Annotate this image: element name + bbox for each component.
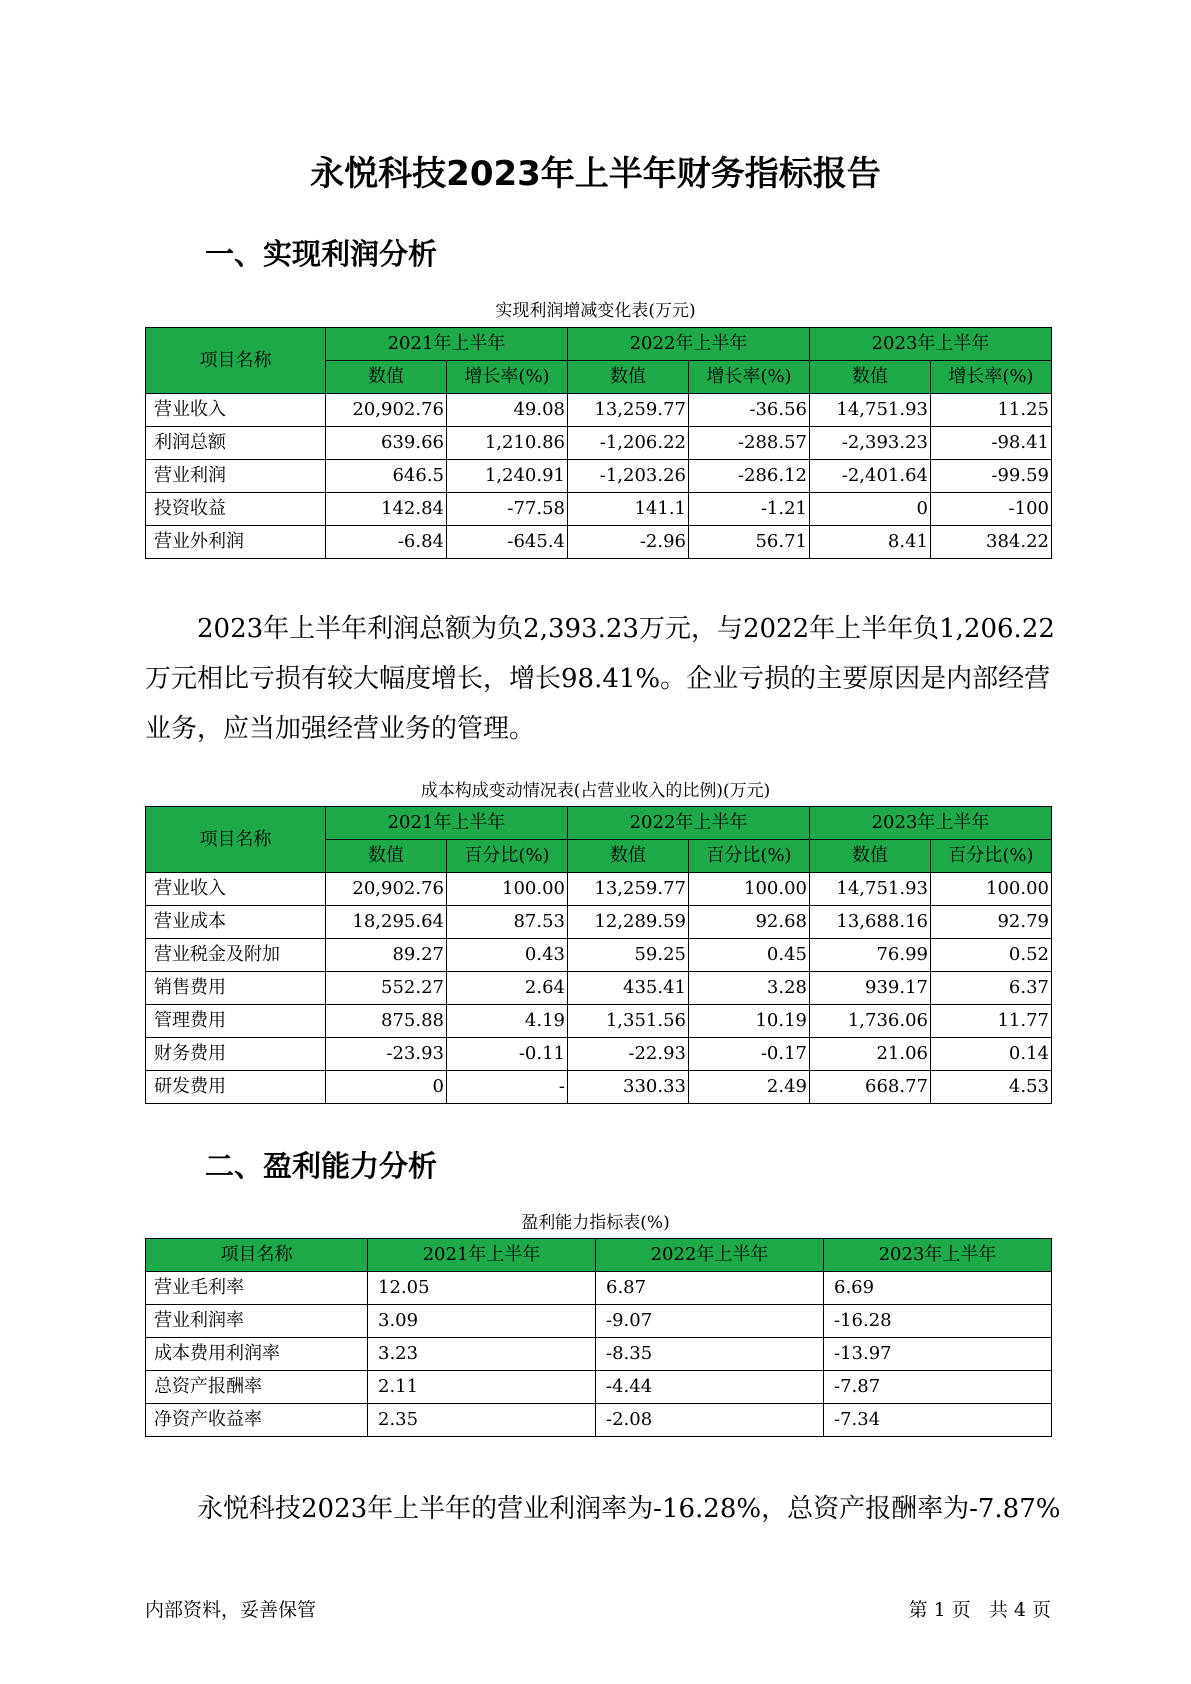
header-cell-item-name: 项目名称 <box>146 1239 368 1272</box>
header-cell-period: 2021年上半年 <box>368 1239 596 1272</box>
row-label: 利润总额 <box>146 427 326 460</box>
header-cell-metric: 增长率(%) <box>689 361 810 394</box>
data-cell: 6.69 <box>824 1272 1052 1305</box>
table-row <box>146 873 1052 906</box>
data-cell: 1,210.86 <box>447 427 568 460</box>
data-cell: 11.77 <box>931 1005 1052 1038</box>
data-cell: -1,206.22 <box>568 427 689 460</box>
data-cell: 1,240.91 <box>447 460 568 493</box>
data-cell: 435.41 <box>568 972 689 1005</box>
header-cell-metric: 数值 <box>810 361 931 394</box>
table-row <box>146 1005 1052 1038</box>
data-cell: -6.84 <box>326 526 447 559</box>
paragraph-profit-summary: 2023年上半年利润总额为负2,393.23万元，与2022年上半年负1,206.22万元相比亏损有较大幅度增长，增长98.41%。企业亏损的主要原因是内部经营业务，应当加强经营业务的管理。 <box>145 614 1055 744</box>
data-cell: 12,289.59 <box>568 906 689 939</box>
data-cell: 13,688.16 <box>810 906 931 939</box>
data-cell: 2.64 <box>447 972 568 1005</box>
table-row <box>146 394 1052 427</box>
data-cell: 3.09 <box>368 1305 596 1338</box>
data-cell: 0 <box>810 493 931 526</box>
table-row <box>146 493 1052 526</box>
data-cell: 384.22 <box>931 526 1052 559</box>
header-cell-period: 2023年上半年 <box>824 1239 1052 1272</box>
data-cell: -16.28 <box>824 1305 1052 1338</box>
table-row <box>146 1038 1052 1071</box>
data-cell: 552.27 <box>326 972 447 1005</box>
data-cell: -13.97 <box>824 1338 1052 1371</box>
footer-page-number: 第 1 页 共 4 页 <box>908 1599 1051 1621</box>
header-cell-period: 2023年上半年 <box>810 328 1052 361</box>
data-cell: 10.19 <box>689 1005 810 1038</box>
table-row <box>146 1371 1052 1404</box>
header-cell-item-name: 项目名称 <box>146 328 326 394</box>
header-cell-metric: 百分比(%) <box>447 840 568 873</box>
data-cell: 21.06 <box>810 1038 931 1071</box>
table-row <box>146 939 1052 972</box>
report-title: 永悦科技2023年上半年财务指标报告 <box>310 154 881 194</box>
data-cell: 875.88 <box>326 1005 447 1038</box>
data-cell: -2.96 <box>568 526 689 559</box>
data-cell: 56.71 <box>689 526 810 559</box>
data-cell: 76.99 <box>810 939 931 972</box>
data-cell: 3.28 <box>689 972 810 1005</box>
data-cell: 0.14 <box>931 1038 1052 1071</box>
table2-caption: 成本构成变动情况表(占营业收入的比例)(万元) <box>420 781 771 801</box>
table-row <box>146 427 1052 460</box>
data-cell: 18,295.64 <box>326 906 447 939</box>
row-label: 管理费用 <box>146 1005 326 1038</box>
data-cell: -77.58 <box>447 493 568 526</box>
table-row <box>146 1272 1052 1305</box>
header-cell-period: 2022年上半年 <box>596 1239 824 1272</box>
header-cell-metric: 数值 <box>568 840 689 873</box>
data-cell: 100.00 <box>689 873 810 906</box>
data-cell: -2.08 <box>596 1404 824 1437</box>
data-cell: 639.66 <box>326 427 447 460</box>
data-cell: 89.27 <box>326 939 447 972</box>
table-row <box>146 972 1052 1005</box>
row-label: 研发费用 <box>146 1071 326 1104</box>
header-cell-period: 2023年上半年 <box>810 807 1052 840</box>
data-cell: 13,259.77 <box>568 394 689 427</box>
data-cell: -1.21 <box>689 493 810 526</box>
header-cell-metric: 数值 <box>810 840 931 873</box>
data-cell: -1,203.26 <box>568 460 689 493</box>
row-label: 销售费用 <box>146 972 326 1005</box>
table-row <box>146 460 1052 493</box>
header-cell-period: 2021年上半年 <box>326 328 568 361</box>
data-cell: 11.25 <box>931 394 1052 427</box>
data-cell: 92.79 <box>931 906 1052 939</box>
table3-caption: 盈利能力指标表(%) <box>521 1213 670 1233</box>
table-row <box>146 906 1052 939</box>
row-label: 营业税金及附加 <box>146 939 326 972</box>
row-label: 投资收益 <box>146 493 326 526</box>
header-cell-period: 2022年上半年 <box>568 328 810 361</box>
header-cell-metric: 数值 <box>326 361 447 394</box>
header-row <box>146 328 1052 361</box>
data-cell: 59.25 <box>568 939 689 972</box>
data-cell: -0.17 <box>689 1038 810 1071</box>
data-cell: 0 <box>326 1071 447 1104</box>
header-cell-metric: 数值 <box>568 361 689 394</box>
profitability-indicator-table <box>145 1238 1052 1437</box>
data-cell: 0.45 <box>689 939 810 972</box>
data-cell: 100.00 <box>447 873 568 906</box>
row-label: 营业毛利率 <box>146 1272 368 1305</box>
data-cell: 0.43 <box>447 939 568 972</box>
data-cell: 49.08 <box>447 394 568 427</box>
data-cell: 20,902.76 <box>326 873 447 906</box>
data-cell: 646.5 <box>326 460 447 493</box>
data-cell: 4.19 <box>447 1005 568 1038</box>
profit-change-table <box>145 327 1052 559</box>
row-label: 净资产收益率 <box>146 1404 368 1437</box>
data-cell: 6.87 <box>596 1272 824 1305</box>
data-cell: 142.84 <box>326 493 447 526</box>
paragraph-profitability-summary: 永悦科技2023年上半年的营业利润率为-16.28%，总资产报酬率为-7.87% <box>197 1494 1061 1524</box>
data-cell: 20,902.76 <box>326 394 447 427</box>
data-cell: -8.35 <box>596 1338 824 1371</box>
data-cell: -100 <box>931 493 1052 526</box>
data-cell: 100.00 <box>931 873 1052 906</box>
data-cell: -286.12 <box>689 460 810 493</box>
data-cell: 4.53 <box>931 1071 1052 1104</box>
data-cell: 2.49 <box>689 1071 810 1104</box>
data-cell: - <box>447 1071 568 1104</box>
data-cell: -99.59 <box>931 460 1052 493</box>
header-cell-period: 2022年上半年 <box>568 807 810 840</box>
data-cell: 14,751.93 <box>810 394 931 427</box>
header-cell-period: 2021年上半年 <box>326 807 568 840</box>
table-row <box>146 1305 1052 1338</box>
row-label: 总资产报酬率 <box>146 1371 368 1404</box>
table-row <box>146 1404 1052 1437</box>
data-cell: -36.56 <box>689 394 810 427</box>
header-cell-metric: 数值 <box>326 840 447 873</box>
section-heading-profitability: 二、盈利能力分析 <box>205 1149 438 1183</box>
data-cell: 3.23 <box>368 1338 596 1371</box>
data-cell: 92.68 <box>689 906 810 939</box>
data-cell: -4.44 <box>596 1371 824 1404</box>
data-cell: 1,351.56 <box>568 1005 689 1038</box>
row-label: 成本费用利润率 <box>146 1338 368 1371</box>
header-cell-metric: 增长率(%) <box>447 361 568 394</box>
data-cell: 141.1 <box>568 493 689 526</box>
table1-caption: 实现利润增减变化表(万元) <box>495 301 696 321</box>
data-cell: -2,401.64 <box>810 460 931 493</box>
data-cell: -645.4 <box>447 526 568 559</box>
footer-confidential-note: 内部资料，妥善保管 <box>145 1599 317 1621</box>
data-cell: 12.05 <box>368 1272 596 1305</box>
table-row <box>146 1071 1052 1104</box>
data-cell: 2.35 <box>368 1404 596 1437</box>
data-cell: 14,751.93 <box>810 873 931 906</box>
header-row <box>146 807 1052 840</box>
data-cell: -22.93 <box>568 1038 689 1071</box>
row-label: 营业收入 <box>146 394 326 427</box>
header-cell-metric: 百分比(%) <box>689 840 810 873</box>
data-cell: -2,393.23 <box>810 427 931 460</box>
header-row <box>146 1239 1052 1272</box>
data-cell: 13,259.77 <box>568 873 689 906</box>
row-label: 营业利润 <box>146 460 326 493</box>
section-heading-profit: 一、实现利润分析 <box>205 237 438 271</box>
header-cell-metric: 百分比(%) <box>931 840 1052 873</box>
cost-structure-table <box>145 806 1052 1104</box>
data-cell: 87.53 <box>447 906 568 939</box>
table-row <box>146 1338 1052 1371</box>
row-label: 营业收入 <box>146 873 326 906</box>
header-cell-item-name: 项目名称 <box>146 807 326 873</box>
row-label: 营业成本 <box>146 906 326 939</box>
data-cell: -23.93 <box>326 1038 447 1071</box>
row-label: 营业利润率 <box>146 1305 368 1338</box>
data-cell: 0.52 <box>931 939 1052 972</box>
data-cell: 939.17 <box>810 972 931 1005</box>
data-cell: -7.34 <box>824 1404 1052 1437</box>
row-label: 营业外利润 <box>146 526 326 559</box>
table-row <box>146 526 1052 559</box>
data-cell: 1,736.06 <box>810 1005 931 1038</box>
data-cell: 668.77 <box>810 1071 931 1104</box>
data-cell: -9.07 <box>596 1305 824 1338</box>
data-cell: -98.41 <box>931 427 1052 460</box>
data-cell: 6.37 <box>931 972 1052 1005</box>
data-cell: 330.33 <box>568 1071 689 1104</box>
data-cell: 2.11 <box>368 1371 596 1404</box>
data-cell: -288.57 <box>689 427 810 460</box>
header-cell-metric: 增长率(%) <box>931 361 1052 394</box>
data-cell: -0.11 <box>447 1038 568 1071</box>
data-cell: -7.87 <box>824 1371 1052 1404</box>
data-cell: 8.41 <box>810 526 931 559</box>
row-label: 财务费用 <box>146 1038 326 1071</box>
